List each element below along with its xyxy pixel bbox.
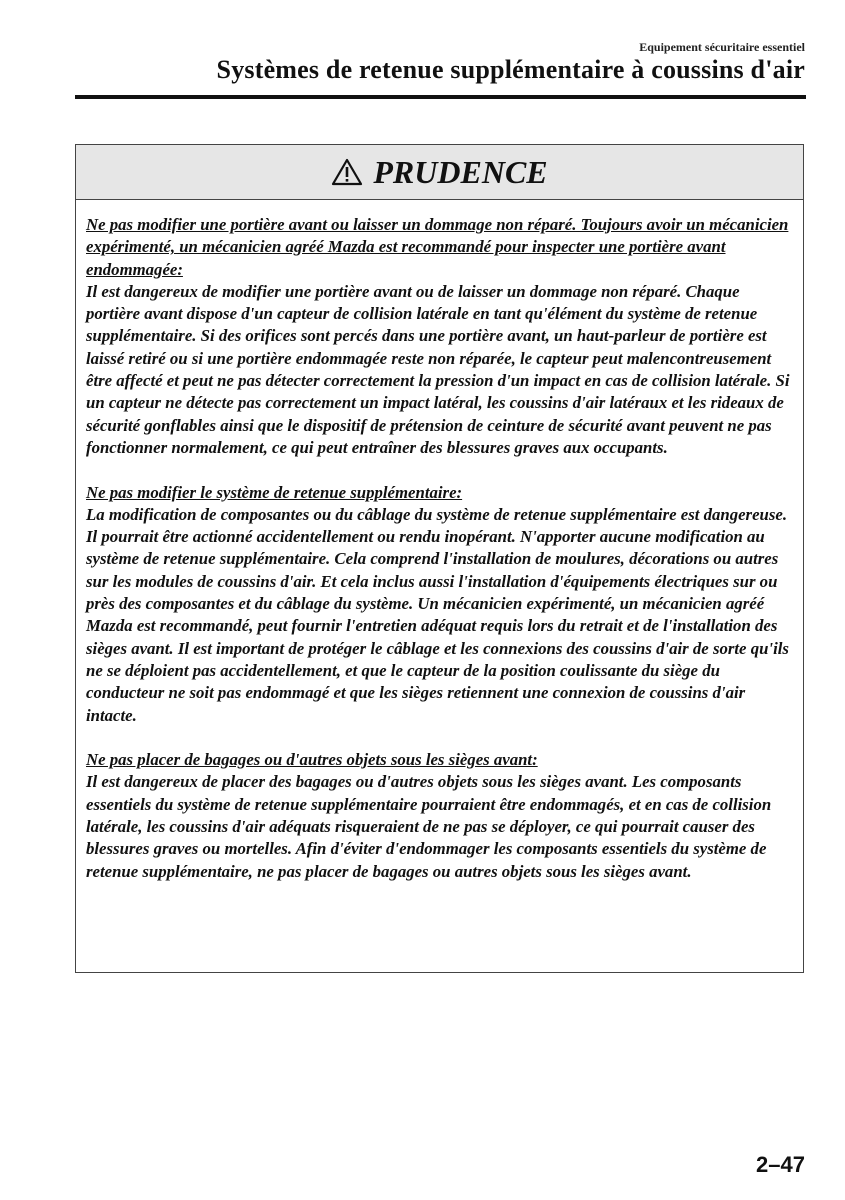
paragraph-text: La modification de composantes ou du câblage du système de retenue supplémentaire est dangereuse. Il pourrait être actionné accidentellement ou rendu inopérant. N'apporter aucune modification au système de retenue supplémentaire. Cela comprend l'installation de moulures, décorations ou autres sur les modules de coussins d'air. Et cela inclus aussi l'installation d'équipements électriques sur ou près des composantes et du câblage du système. Un mécanicien expérimenté, un mécanicien agréé Mazda est recommandé, peut fournir l'entretien adéquat requis lors du retrait et de l'installation des sièges avant. Il est important de protéger le câblage et les connexions des coussins d'air de sorte qu'ils ne se déploient pas accidentellement, et que le capteur de la position coulissante du siège du conducteur ne soit pas endommagé et que les sièges retiennent une connexion de coussins d'air intacte. bbox=[86, 504, 789, 725]
caution-header bbox=[76, 145, 803, 200]
warning-triangle-icon bbox=[331, 158, 363, 186]
paragraph-heading: Ne pas placer de bagages ou d'autres objets sous les sièges avant: bbox=[86, 750, 538, 770]
page-number: 2–47 bbox=[756, 1152, 805, 1177]
caution-paragraph-luggage bbox=[86, 749, 793, 883]
caution-box bbox=[75, 144, 804, 973]
paragraph-heading: Ne pas modifier le système de retenue supplémentaire: bbox=[86, 482, 463, 502]
section-label: Equipement sécuritaire essentiel bbox=[639, 40, 805, 54]
paragraph-text: Il est dangereux de placer des bagages ou d'autres objets sous les sièges avant. Les composants essentiels du système de retenue supplémentaire pourraient être endommagés, et en cas de collision latérale, les coussins d'air adéquats risqueraient de ne pas se déployer, ce qui pourrait causer des blessures graves ou mortelles. Afin d'éviter d'endommager les composants essentiels du système de retenue supplémentaire, ne pas placer de bagages ou autres objets sous les sièges avant. bbox=[86, 772, 772, 881]
caution-paragraph-system bbox=[86, 482, 793, 727]
caution-body bbox=[76, 200, 803, 883]
paragraph-heading: Ne pas modifier une portière avant ou laisser un dommage non réparé. Toujours avoir un mécanicien expérimenté, un mécanicien agréé Mazda est recommandé pour inspecter une portière avant endommagée: bbox=[86, 215, 789, 279]
caution-paragraph-door bbox=[86, 214, 793, 459]
page-title: Systèmes de retenue supplémentaire à coussins d'air bbox=[216, 55, 805, 84]
paragraph-text: Il est dangereux de modifier une portière avant ou de laisser un dommage non réparé. Chaque portière avant dispose d'un capteur de collision latérale en tant qu'élément du système de retenue supplémentaire. Si des orifices sont percés dans une portière avant, un haut-parleur de portière est laissé retiré ou si une portière endommagée reste non réparée, le capteur peut malencontreusement être affecté et peut ne pas détecter correctement la pression d'un impact en cas de collision latérale. Si un capteur ne détecte pas correctement un impact latéral, les coussins d'air latéraux et les rideaux de sécurité gonflables ainsi que le dispositif de prétension de ceinture de sécurité avant peuvent ne pas fonctionner normalement, ce qui peut entraîner des blessures graves aux occupants. bbox=[86, 281, 790, 457]
header-rule bbox=[75, 95, 806, 99]
caution-title: PRUDENCE bbox=[373, 153, 548, 190]
